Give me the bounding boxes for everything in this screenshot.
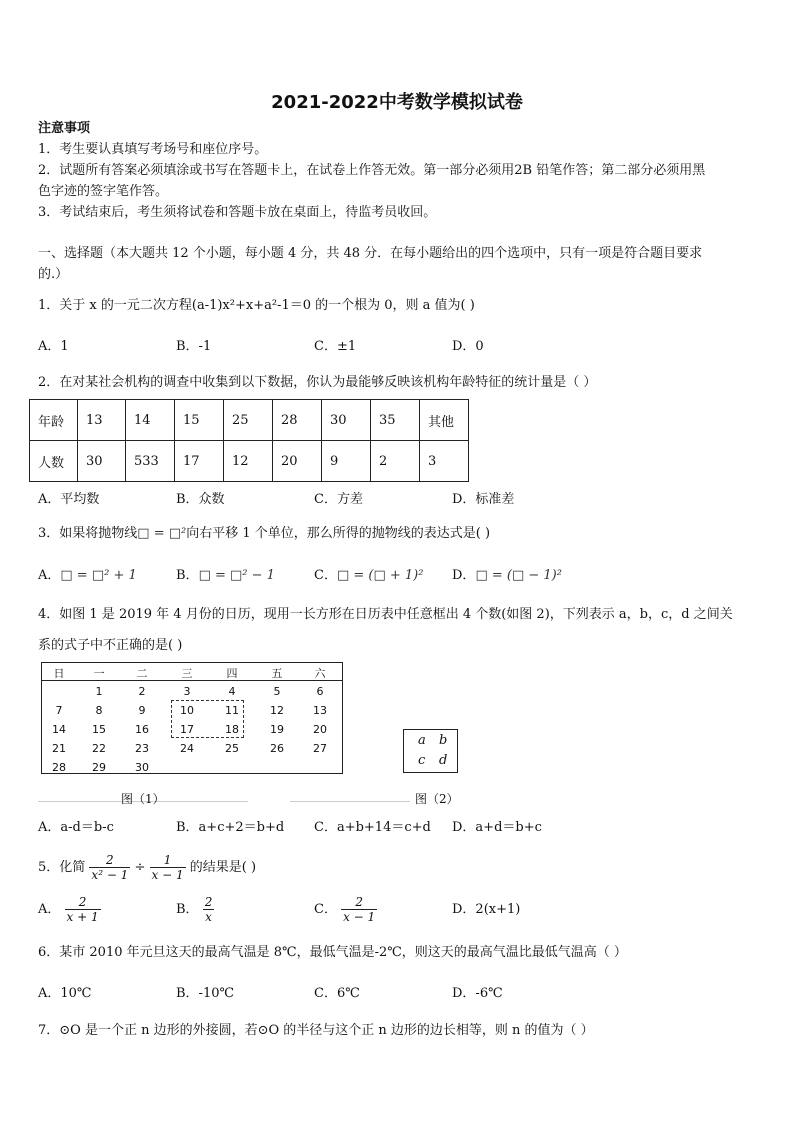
table-cell: 13	[78, 400, 126, 441]
q5-stem	[38, 850, 256, 886]
q3-option-d-expr: □ = (□ − 1)²	[475, 568, 562, 583]
calendar-day: 23	[135, 742, 149, 755]
divide-sign: ÷	[134, 860, 146, 875]
q5-stem-end: 的结果是( )	[189, 860, 257, 875]
q1-option-c: C．±1	[314, 339, 357, 354]
q1-stem: 1．关于 x 的一元二次方程(a-1)x²+x+a²-1＝0 的一个根为 0，则 a 值为( )	[38, 298, 475, 313]
table-cell: 533	[126, 441, 175, 482]
q3-option-b	[176, 566, 275, 586]
calendar-day: 14	[52, 723, 66, 736]
calendar-day: 17	[180, 723, 194, 736]
fraction-denominator: x	[205, 910, 212, 924]
calendar-weekday-header: 一	[93, 667, 105, 680]
box-c: c	[418, 753, 426, 768]
calendar-day: 16	[135, 723, 149, 736]
fraction-numerator: 2	[204, 895, 213, 909]
fraction-denominator: x² − 1	[91, 868, 129, 882]
table-cell: 2	[371, 441, 420, 482]
calendar-dashed-selection	[171, 700, 244, 738]
table-cell: 12	[224, 441, 273, 482]
q7-stem: 7．⊙O 是一个正 n 边形的外接圆，若⊙O 的半径与这个正 n 边形的边长相等，则 n 的值为（ ）	[38, 1023, 594, 1038]
calendar-day: 13	[313, 704, 327, 717]
calendar-day: 7	[55, 704, 63, 717]
q3-option-a-label: A．	[38, 568, 61, 583]
q5-option-a	[38, 892, 101, 928]
q3-option-b-label: B．	[176, 568, 199, 583]
q2-data-table	[29, 399, 469, 482]
q5-option-c-fraction	[341, 895, 377, 924]
q4-option-b: B．a+c+2＝b+d	[176, 820, 285, 835]
fraction-numerator: 1	[150, 853, 186, 868]
calendar-day: 24	[180, 742, 194, 755]
calendar-day: 30	[135, 761, 149, 774]
table-cell: 年龄	[30, 400, 78, 441]
q4-option-a: A．a-d＝b-c	[38, 820, 114, 835]
calendar-day: 3	[183, 685, 191, 698]
calendar-day: 6	[316, 685, 324, 698]
fraction-denominator: x + 1	[66, 910, 99, 924]
calendar-day: 25	[225, 742, 239, 755]
table-cell: 28	[273, 400, 322, 441]
calendar-day: 15	[92, 723, 106, 736]
calendar-day: 12	[270, 704, 284, 717]
q5-option-b-fraction	[203, 895, 215, 924]
calendar-weekday-header: 四	[226, 667, 238, 680]
notice-heading: 注意事项	[38, 121, 91, 136]
q3-option-a	[38, 566, 137, 586]
table-cell: 25	[224, 400, 273, 441]
fraction-numerator: 2	[89, 853, 130, 868]
box-a: a	[418, 733, 426, 748]
calendar-day: 4	[228, 685, 236, 698]
q6-stem: 6．某市 2010 年元旦这天的最高气温是 8℃，最低气温是-2℃，则这天的最高气温比最低气温高（ ）	[38, 945, 627, 960]
q4-stem: 4．如图 1 是 2019 年 4 月份的日历，现用一长方形在日历表中任意框出 4 个数(如图 2)，下列表示 a，b，c，d 之间关	[38, 607, 733, 622]
q3-stem-start: 3．如果将抛物线	[38, 526, 138, 541]
q4-stem-cont: 系的式子中不正确的是( )	[38, 638, 183, 653]
calendar-day: 1	[95, 685, 103, 698]
q5-stem-start: 5．化简	[38, 860, 86, 875]
q3-option-d-label: D．	[452, 568, 476, 583]
q3-option-a-expr: □ = □² + 1	[60, 568, 137, 583]
calendar-day: 2	[138, 685, 146, 698]
q2-option-a: A．平均数	[38, 492, 100, 507]
calendar-day: 8	[95, 704, 103, 717]
section-heading-cont: 的.）	[38, 267, 69, 282]
q3-stem	[38, 524, 490, 544]
q5-option-b	[176, 892, 214, 928]
q6-option-b: B．-10℃	[176, 986, 235, 1001]
figure-1-caption: 图（1）	[121, 792, 165, 806]
table-cell: 人数	[30, 441, 78, 482]
q2-option-b: B．众数	[176, 492, 225, 507]
table-cell: 其他	[420, 400, 469, 441]
table-cell: 9	[322, 441, 371, 482]
q3-option-c	[314, 566, 423, 586]
q5-option-a-label: A．	[38, 902, 61, 917]
q2-stem: 2．在对某社会机构的调查中收集到以下数据，你认为最能够反映该机构年龄特征的统计量是（ ）	[38, 375, 597, 390]
q3-stem-end: 向右平移 1 个单位，那么所得的抛物线的表达式是( )	[186, 526, 491, 541]
q2-option-d: D．标准差	[452, 492, 515, 507]
q5-option-c-label: C．	[314, 902, 337, 917]
table-cell: 14	[126, 400, 175, 441]
q5-option-a-fraction	[65, 895, 101, 924]
table-cell: 35	[371, 400, 420, 441]
q1-option-d: D．0	[452, 339, 484, 354]
q3-option-d	[452, 566, 562, 586]
calendar-header	[42, 663, 342, 681]
table-row	[30, 400, 469, 441]
box-b: b	[439, 733, 448, 748]
calendar-day: 20	[313, 723, 327, 736]
table-cell: 3	[420, 441, 469, 482]
table-cell: 17	[175, 441, 224, 482]
q4-option-c: C．a+b+14＝c+d	[314, 820, 431, 835]
q5-option-c	[314, 892, 377, 928]
calendar-day: 29	[92, 761, 106, 774]
fraction-numerator: 2	[65, 895, 101, 910]
q5-fraction-2	[150, 853, 186, 882]
q1-option-b: B．-1	[176, 339, 212, 354]
divider	[290, 801, 410, 802]
calendar-day: 22	[92, 742, 106, 755]
fraction-numerator: 2	[341, 895, 377, 910]
table-cell: 30	[322, 400, 371, 441]
calendar-day: 26	[270, 742, 284, 755]
q6-option-c: C．6℃	[314, 986, 360, 1001]
calendar-day: 19	[270, 723, 284, 736]
q1-option-a: A．1	[38, 339, 69, 354]
calendar-weekday-header: 六	[314, 667, 326, 680]
calendar-day: 10	[180, 704, 194, 717]
notice-item-3: 3．考试结束后，考生须将试卷和答题卡放在桌面上，待监考员收回。	[38, 205, 437, 220]
calendar-weekday-header: 二	[136, 667, 148, 680]
q6-option-d: D．-6℃	[452, 986, 503, 1001]
q3-option-b-expr: □ = □² − 1	[198, 568, 275, 583]
calendar-weekday-header: 三	[181, 667, 193, 680]
calendar-day: 18	[225, 723, 239, 736]
calendar-day: 9	[138, 704, 146, 717]
calendar-day: 11	[225, 704, 239, 717]
section-heading: 一、选择题（本大题共 12 个小题，每小题 4 分，共 48 分．在每小题给出的四个选项中，只有一项是符合题目要求	[38, 246, 703, 261]
calendar-day: 5	[273, 685, 281, 698]
table-cell: 30	[78, 441, 126, 482]
calendar-day: 28	[52, 761, 66, 774]
page-title: 2021-2022中考数学模拟试卷	[271, 92, 523, 113]
calendar-day: 27	[313, 742, 327, 755]
calendar-weekday-header: 日	[53, 667, 65, 680]
q5-fraction-1	[89, 853, 130, 882]
table-row	[30, 441, 469, 482]
table-cell: 15	[175, 400, 224, 441]
fraction-denominator: x − 1	[343, 910, 376, 924]
notice-item-1: 1．考生要认真填写考场号和座位序号。	[38, 142, 268, 157]
notice-item-2-cont: 色字迹的签字笔作答。	[38, 184, 169, 199]
calendar-day: 21	[52, 742, 66, 755]
q2-option-c: C．方差	[314, 492, 363, 507]
q3-option-c-expr: □ = (□ + 1)²	[336, 568, 424, 583]
q3-option-c-label: C．	[314, 568, 337, 583]
q6-option-a: A．10℃	[38, 986, 92, 1001]
calendar-weekday-header: 五	[271, 667, 283, 680]
q5-option-b-label: B．	[176, 902, 199, 917]
box-d: d	[439, 753, 448, 768]
figure-2-caption: 图（2）	[415, 792, 459, 806]
notice-item-2: 2．试题所有答案必须填涂或书写在答题卡上，在试卷上作答无效。第一部分必须用2B 铅笔作答；第二部分必须用黑	[38, 163, 706, 178]
q4-option-d: D．a+d＝b+c	[452, 820, 542, 835]
q5-option-d: D．2(x+1)	[452, 902, 521, 917]
table-cell: 20	[273, 441, 322, 482]
abcd-box-figure-2	[403, 729, 458, 773]
fraction-denominator: x − 1	[151, 868, 184, 882]
q3-parabola-expr: □ = □²	[137, 526, 187, 541]
